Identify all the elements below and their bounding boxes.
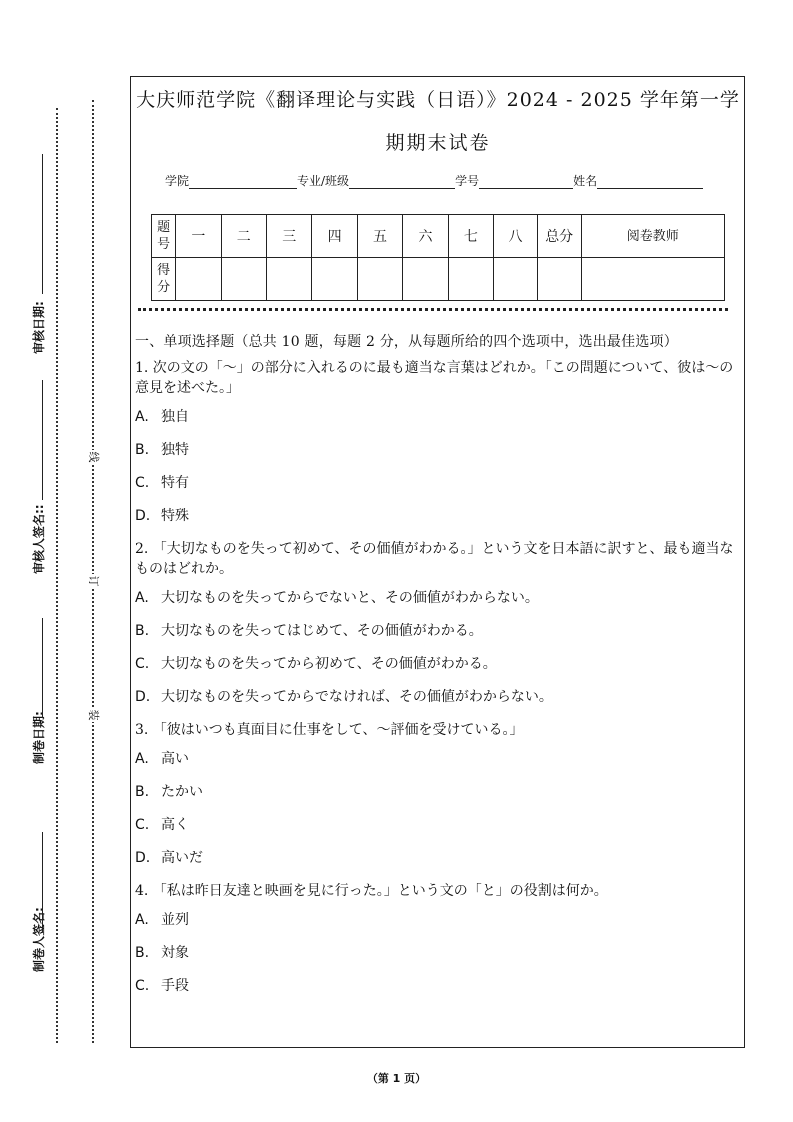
score-col-header: 一 [176,215,221,258]
option-key: B. [135,945,150,961]
score-total-cell[interactable] [537,258,581,301]
seal-dotted-separator [138,308,728,311]
score-col-header: 二 [221,215,266,258]
score-table-header-row [152,215,725,258]
score-row2-label: 得分 [152,258,176,301]
maker-date-label: 制卷日期: [31,711,46,764]
bind-char-line: 线 [87,451,100,463]
score-col-header: 七 [448,215,493,258]
score-grader-header: 阅卷教师 [581,215,724,258]
score-table [151,214,725,301]
maker-date-line [42,618,43,718]
score-row1-label: 题号 [152,215,176,258]
option-text: 高いだ [161,850,203,866]
option-key: D. [135,689,151,705]
option-text: 特有 [161,475,189,491]
student-info-row [165,172,725,189]
score-cell[interactable] [266,258,311,301]
score-cell[interactable] [448,258,493,301]
question-text: 1. 次の文の「～」の部分に入れるのに最も適当な言葉はどれか。「この問題について、彼は～の意見を述べた。」 [135,360,734,396]
option-text: 独自 [161,409,189,425]
option[interactable] [135,506,737,526]
option[interactable] [135,407,737,427]
page-number: （第 1 页） [366,1072,427,1085]
college-label: 学院 [165,174,190,188]
score-cell[interactable] [312,258,357,301]
score-col-header: 八 [494,215,538,258]
option-key: A. [135,912,149,928]
binding-dotted-line-inner [92,100,94,1043]
score-col-header: 四 [312,215,357,258]
option-text: たかい [161,784,203,800]
score-col-header: 五 [357,215,402,258]
score-grader-cell[interactable] [581,258,724,301]
bind-char-bind: 装 [87,709,100,721]
option-key: B. [135,442,150,458]
option[interactable] [135,588,737,608]
maker-signature-label: 制卷人签名: [31,907,46,972]
option-text: 手段 [161,978,189,994]
question-text: 3. 「彼はいつも真面目に仕事をして、～評価を受けている。」 [135,722,524,738]
section-heading: 一、单项选择题（总共 10 题，每题 2 分，从每题所给的四个选项中，选出最佳选项） [135,334,678,350]
option-text: 大切なものを失ってから初めて、その価値がわかる。 [161,656,497,672]
review-date-line [42,154,43,294]
option-key: C. [135,978,150,994]
reviewer-signature-line [42,380,43,500]
review-date-label: 审核日期: [31,301,46,354]
major-blank[interactable] [349,174,455,189]
score-col-header: 三 [266,215,311,258]
college-blank[interactable] [189,174,297,189]
option[interactable] [135,621,737,641]
exam-content [135,332,737,1009]
option[interactable] [135,473,737,493]
option-text: 大切なものを失ってはじめて、その価値がわかる。 [161,623,483,639]
option-key: D. [135,508,151,524]
option-key: B. [135,784,150,800]
score-col-header: 六 [403,215,448,258]
score-cell[interactable] [357,258,402,301]
name-blank[interactable] [597,174,703,189]
option-text: 高い [161,751,189,767]
option-key: C. [135,656,150,672]
score-total-header: 总分 [537,215,581,258]
option-key: A. [135,409,149,425]
question-text: 4. 「私は昨日友達と映画を見に行った。」という文の「と」の役割は何か。 [135,883,608,899]
option-key: D. [135,850,151,866]
option[interactable] [135,440,737,460]
option-text: 特殊 [161,508,189,524]
option[interactable] [135,910,737,930]
option[interactable] [135,815,737,835]
option[interactable] [135,782,737,802]
score-cell[interactable] [494,258,538,301]
student-id-blank[interactable] [479,174,573,189]
option-text: 対象 [161,945,189,961]
option-text: 高く [161,817,189,833]
option[interactable] [135,749,737,769]
option-key: A. [135,590,149,606]
student-id-label: 学号 [455,174,480,188]
option[interactable] [135,654,737,674]
option[interactable] [135,943,737,963]
option-key: A. [135,751,149,767]
option-text: 大切なものを失ってからでないと、その価値がわからない。 [161,590,539,606]
option-text: 大切なものを失ってからでなければ、その価値がわからない。 [161,689,553,705]
binding-dotted-line-outer [56,108,58,1043]
name-label: 姓名 [573,174,598,188]
option-text: 並列 [161,912,189,928]
bind-char-order: 订 [87,575,100,587]
score-cell[interactable] [403,258,448,301]
exam-subtitle: 期期末试卷 [385,132,491,154]
exam-title: 大庆师范学院《翻译理论与实践（日语）》2024 - 2025 学年第一学 [136,89,740,111]
reviewer-signature-label: 审核人签名:: [31,504,46,574]
major-label: 专业/班级 [297,174,350,188]
option[interactable] [135,848,737,868]
score-cell[interactable] [176,258,221,301]
score-cell[interactable] [221,258,266,301]
score-table-score-row [152,258,725,301]
option-text: 独特 [161,442,189,458]
question-text: 2. 「大切なものを失って初めて、その価値がわかる。」という文を日本語に訳すと、最も適当なものはどれか。 [135,541,734,577]
option[interactable] [135,976,737,996]
option-key: B. [135,623,150,639]
option[interactable] [135,687,737,707]
option-key: C. [135,475,150,491]
maker-signature-line [42,832,43,932]
option-key: C. [135,817,150,833]
